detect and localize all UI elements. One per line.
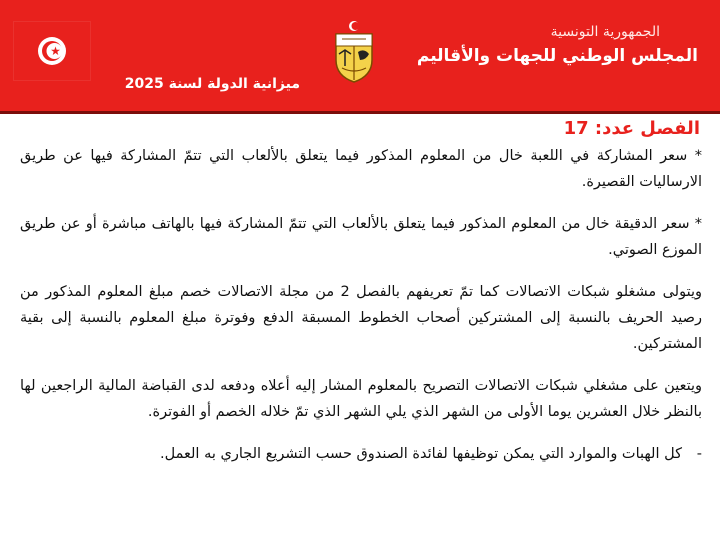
chapter-heading: الفصل عدد: 17 [563, 118, 700, 139]
header-divider [0, 111, 720, 114]
paragraph-participation-price: * سعر المشاركة في اللعبة خال من المعلوم المذكور فيما يتعلق بالألعاب التي تتمّ المشاركة فيها عن طريق الارساليات القصيرة. [20, 148, 702, 190]
bullet-text: كل الهبات والموارد التي يمكن توظيفها لفائدة الصندوق حسب التشريع الجاري به العمل. [160, 446, 682, 462]
list-item [20, 441, 702, 467]
document-body [20, 118, 702, 467]
paragraph-operators-deduction: ويتولى مشغلو شبكات الاتصالات كما تمّ تعريفهم بالفصل 2 من مجلة الاتصالات خصم مبلغ المعلوم المذكور من رصيد الحريف بالنسبة إلى المشتركين أصحاب الخطوط المسبقة الدفع وفوترة مبلغ المعلوم بالنسبة إلى بقية المشتركين. [20, 284, 702, 352]
republic-title: الجمهورية التونسية [550, 24, 660, 40]
paragraph-operators-declaration: ويتعين على مشغلي شبكات الاتصالات التصريح بالمعلوم المشار إليه أعلاه ودفعه لدى القباضة المالية الراجعين لها بالنظر خلال العشرين يوما الأولى من الشهر الذي يلي الشهر الذي تمّ خلاله الخصم أو الفوترة. [20, 378, 702, 420]
header-banner [0, 0, 720, 111]
bullet-marker: - [696, 446, 702, 462]
budget-title: ميزانية الدولة لسنة 2025 [124, 76, 300, 92]
council-title: المجلس الوطني للجهات والأقاليم [416, 46, 698, 66]
paragraph-minute-price: * سعر الدقيقة خال من المعلوم المذكور فيما يتعلق بالألعاب التي تتمّ المشاركة فيها بالهاتف مباشرة أو عن طريق الموزع الصوتي. [20, 216, 702, 258]
